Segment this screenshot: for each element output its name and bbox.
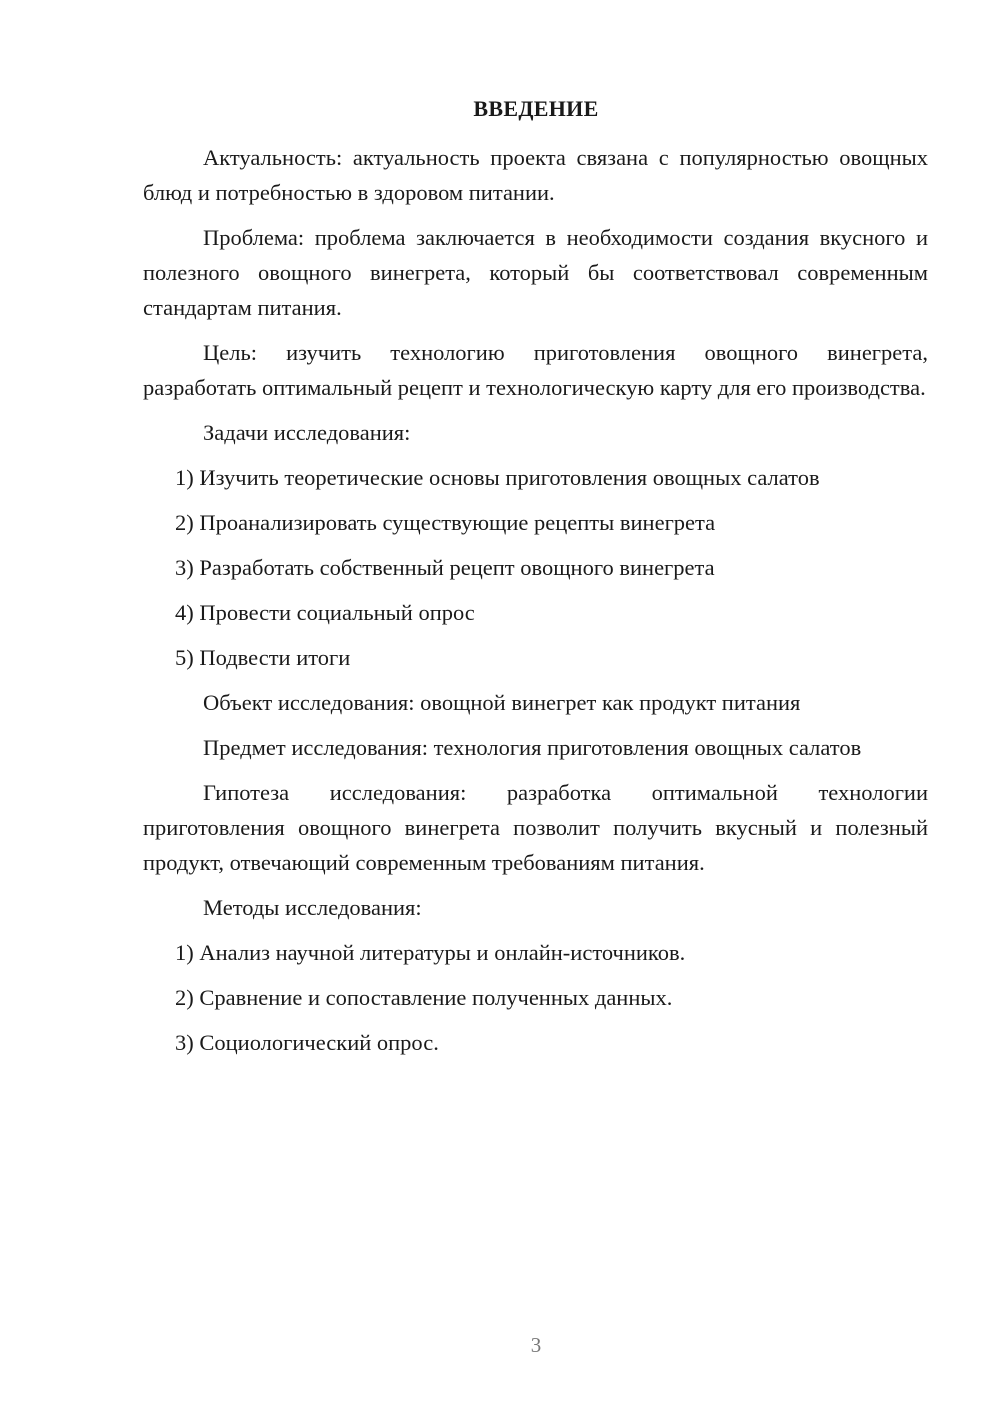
- list-item: 4) Провести социальный опрос: [175, 600, 475, 625]
- methods-heading: Методы исследования:: [203, 895, 422, 920]
- list-item: 3) Социологический опрос.: [175, 1030, 439, 1055]
- list-item: 1) Анализ научной литературы и онлайн-источников.: [175, 940, 686, 965]
- paragraph-relevance: Актуальность: актуальность проекта связана с популярностью овощных блюд и потребностью в здоровом питании.: [143, 145, 928, 205]
- paragraph-subject: Предмет исследования: технология приготовления овощных салатов: [203, 735, 862, 760]
- page-title: ВВЕДЕНИЕ: [473, 96, 599, 121]
- paragraph-object: Объект исследования: овощной винегрет как продукт питания: [203, 690, 801, 715]
- tasks-heading: Задачи исследования:: [203, 420, 411, 445]
- tasks-list: [143, 460, 928, 675]
- paragraph-problem: Проблема: проблема заключается в необходимости создания вкусного и полезного овощного винегрета, который бы соответствовал современным стандартам питания.: [143, 225, 928, 320]
- list-item: 3) Разработать собственный рецепт овощного винегрета: [175, 555, 715, 580]
- list-item: 2) Проанализировать существующие рецепты винегрета: [175, 510, 716, 535]
- paragraph-hypothesis: Гипотеза исследования: разработка оптимальной технологии приготовления овощного винегрета позволит получить вкусный и полезный продукт, отвечающий современным требованиям питания.: [143, 780, 928, 875]
- list-item: 5) Подвести итоги: [175, 645, 351, 670]
- list-item: 1) Изучить теоретические основы приготовления овощных салатов: [175, 465, 820, 490]
- methods-list: [143, 935, 928, 1060]
- list-item: 2) Сравнение и сопоставление полученных данных.: [175, 985, 673, 1010]
- document-body: [143, 140, 928, 1070]
- page-number: 3: [530, 1333, 542, 1357]
- paragraph-goal: Цель: изучить технологию приготовления овощного винегрета, разработать оптимальный рецепт и технологическую карту для его производства.: [143, 340, 928, 400]
